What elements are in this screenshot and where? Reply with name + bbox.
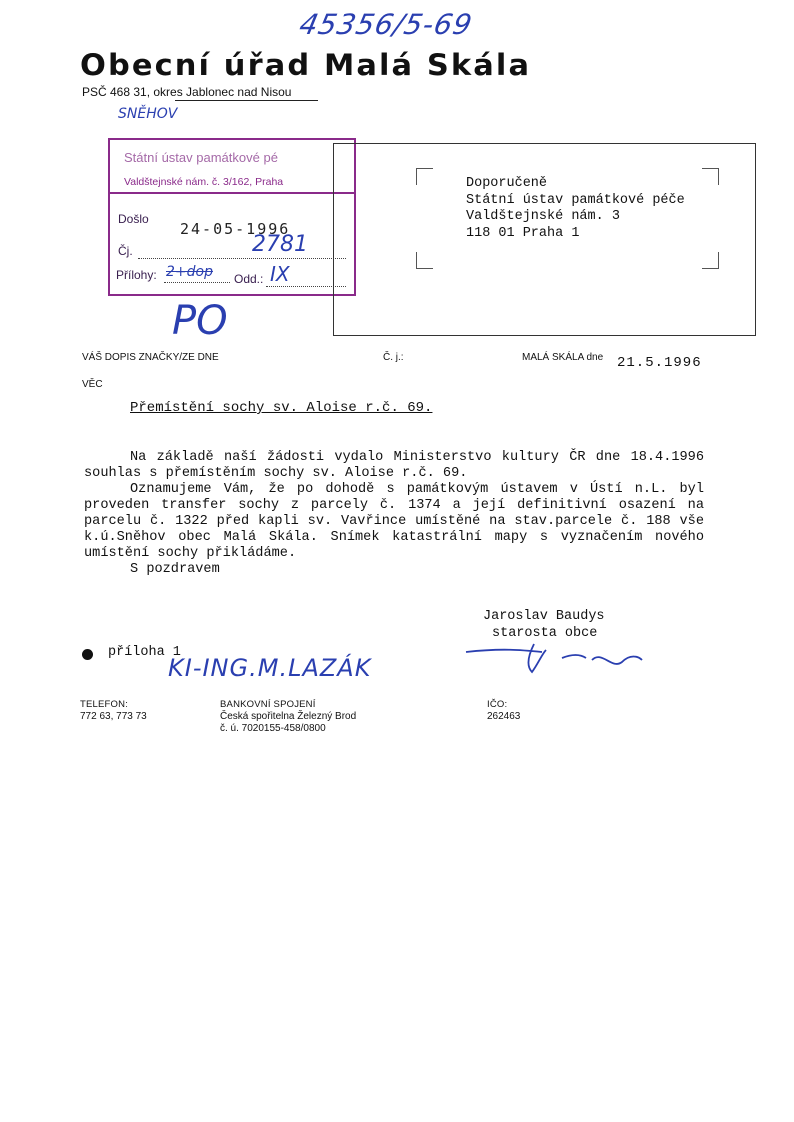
letter-subject: Přemístění sochy sv. Aloise r.č. 69.: [130, 400, 433, 416]
stamp-dept-label: Odd.:: [234, 272, 264, 286]
closing-greeting: S pozdravem: [130, 562, 220, 577]
attachment-label: příloha 1: [108, 645, 181, 660]
stamp-cj-handwritten: 2781: [252, 232, 308, 257]
window-corner-mark: [416, 168, 433, 185]
signature-scribble: [462, 640, 652, 676]
window-corner-mark: [702, 252, 719, 269]
stamp-institution: Státní ústav památkové pé: [124, 150, 278, 165]
stamp-cj-label: Čj.: [118, 244, 133, 258]
stamp-received-label: Došlo: [118, 212, 149, 226]
handwritten-file-number: 45356/5-69: [296, 8, 476, 41]
letterhead-title: Obecní úřad Malá Skála: [80, 48, 532, 82]
handwritten-location-note: SNĚHOV: [118, 106, 178, 122]
reference-number-label: Č. j.:: [383, 352, 404, 363]
footer-ico-label: IČO:: [487, 699, 508, 710]
footer-bank-name: Česká spořitelna Železný Brod: [220, 711, 357, 722]
stamp-dept-handwritten: IX: [270, 262, 290, 286]
footer-ico: 262463: [487, 711, 521, 722]
body-paragraph: Oznamujeme Vám, že po dohodě s památkovým ústavem v Ústí n.L. byl proveden transfer sochy z parcely č. 1374 a její definitivní osazení na parcelu č. 1322 před kapli sv. Vavřince umístěné na stav.parcele č. 188 vše k.ú.Sněhov obec Malá Skála. Snímek katastrální mapy s vyznačením nového umístění sochy přikládáme.: [84, 482, 704, 561]
letterhead-subtitle: PSČ 468 31, okres Jablonec nad Nisou: [82, 85, 292, 99]
recipient-delivery-type: Doporučeně: [466, 176, 548, 191]
stamp-address: Valdštejnské nám. č. 3/162, Praha: [124, 176, 284, 188]
place-date-label: MALÁ SKÁLA dne: [522, 352, 604, 363]
footer-phone-label: TELEFON:: [80, 699, 129, 710]
footer-bank-label: BANKOVNÍ SPOJENÍ: [220, 699, 316, 710]
recipient-street: Valdštejnské nám. 3: [466, 209, 620, 224]
recipient-name: Státní ústav památkové péče: [466, 193, 685, 208]
body-paragraph: Na základě naší žádosti vydalo Ministerstvo kultury ČR dne 18.4.1996 souhlas s přemístěním sochy sv. Aloise r.č. 69.: [84, 450, 704, 481]
stamp-cj-line: [138, 258, 346, 259]
recipient-city: 118 01 Praha 1: [466, 226, 580, 241]
received-stamp: [108, 138, 356, 296]
subtitle-underline: [175, 100, 318, 101]
signatory-title: starosta obce: [492, 626, 598, 641]
footer-bank-account: č. ú. 7020155-458/0800: [220, 723, 326, 734]
subject-label: VĚC: [82, 379, 103, 390]
footer-phone: 772 63, 773 73: [80, 711, 147, 722]
your-letter-label: VÁŠ DOPIS ZNAČKY/ZE DNE: [82, 352, 219, 363]
letter-date: 21.5.1996: [617, 355, 702, 371]
stamp-received-date: 24-05-1996: [180, 220, 291, 238]
handwritten-po-mark: PO: [172, 298, 228, 344]
signatory-name: Jaroslav Baudys: [483, 609, 605, 624]
attachment-bullet: [82, 649, 93, 660]
stamp-attachments-label: Přílohy:: [116, 268, 157, 282]
window-corner-mark: [702, 168, 719, 185]
stamp-divider: [110, 192, 354, 194]
signature-stroke: [466, 644, 642, 672]
stamp-attachments-line: [164, 282, 230, 283]
window-corner-mark: [416, 252, 433, 269]
letter-body: [84, 450, 704, 578]
stamp-attachments-handwritten: 2+dop: [166, 264, 213, 280]
handwritten-attachment-note: KI-ING.M.LAZÁK: [168, 654, 372, 682]
